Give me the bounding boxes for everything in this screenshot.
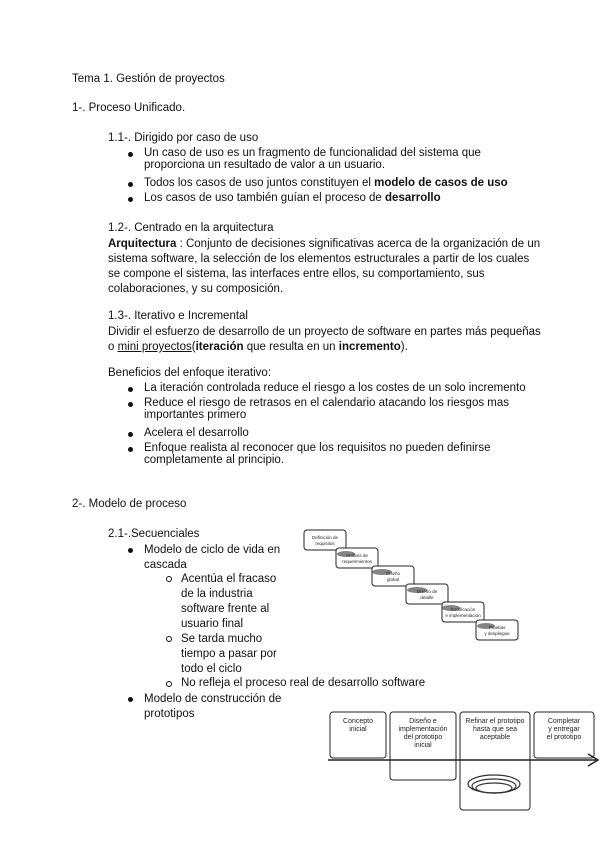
bullet-text-line: Enfoque realista al reconocer que los requisitos no pueden definirse (144, 442, 491, 454)
benefit-bullet-2 (144, 397, 509, 421)
bullet-bold-term: desarrollo (385, 192, 441, 204)
bullet-prototype-model (144, 692, 281, 722)
bullet-text-line: Reduce el riesgo de retrasos en el calendario atacando los riesgos mas (144, 397, 510, 409)
prototype-design-label: Diseño e (409, 718, 437, 725)
bullet-text-line: importantes primero (144, 409, 247, 421)
bullet-text-line: proporciona un resultado de valor a un usuario. (144, 159, 386, 171)
benefits-heading: Beneficios del enfoque iterativo: (108, 367, 272, 379)
subbullet-line: Acentúa el fracaso (181, 573, 277, 585)
subsection-1-1-heading: 1.1-. Dirigido por caso de uso (108, 132, 259, 144)
waterfall-step-4-box (406, 584, 448, 604)
paragraph-text: o (108, 341, 118, 353)
waterfall-step-3-label: Diseño (385, 571, 401, 576)
waterfall-step-3-box (372, 566, 414, 586)
page-title: Tema 1. Gestión de proyectos (72, 73, 225, 85)
waterfall-step-6-box (476, 620, 518, 640)
waterfall-step-2-label: Análisis de (346, 553, 368, 558)
subbullet-line: de la industria (181, 588, 253, 600)
section-1-heading: 1-. Proceso Unificado. (72, 102, 186, 114)
waterfall-step-2-label: requerimientos (342, 559, 372, 564)
prototype-refine-label: Refinar el prototipo (465, 718, 525, 725)
bullet-cascade-model (144, 543, 280, 573)
benefit-bullet-4 (144, 442, 491, 466)
prototype-complete-label: el prototipo (546, 734, 582, 741)
prototype-concept-label: inicial (349, 726, 367, 733)
bullet-text-line: Modelo de construcción de (144, 693, 282, 705)
paragraph-text: que resulta en un (243, 341, 339, 353)
subsection-2-1-heading: 2.1-.Secuenciales (108, 528, 200, 540)
paragraph-line: se compone el sistema, las interfaces entre ellos, su comportamiento, sus (108, 268, 485, 280)
bullet-text: Acelera el desarrollo (144, 427, 249, 439)
paragraph-line: sistema software, la selección de los elementos estructurales a partir de los cuales (108, 253, 530, 265)
paragraph-text: ). (400, 341, 408, 353)
prototype-design-label: del prototipo (403, 734, 443, 741)
subbullet-line: todo el ciclo (181, 663, 242, 675)
prototype-design-label: inicial (414, 742, 432, 749)
waterfall-step-6-label: y despliegue (484, 631, 510, 636)
waterfall-step-5-box (442, 602, 484, 622)
bullet-use-case-model (144, 177, 508, 189)
bullet-text-line: cascada (144, 559, 187, 571)
bullet-text: Los casos de uso también guían el proceso de (144, 192, 386, 204)
bullet-text: Todos los casos de uso juntos constituyen el (144, 177, 375, 189)
waterfall-step-3-label: global (386, 577, 400, 582)
waterfall-step-2-box (336, 548, 378, 568)
paragraph-text: ( (191, 341, 196, 353)
waterfall-step-4-label: Diseño de (416, 589, 438, 594)
bullet-use-case-development (144, 192, 441, 204)
section-2-heading: 2-. Modelo de proceso (72, 498, 187, 510)
waterfall-step-5-label: e implementación (445, 613, 481, 618)
subbullet-failure (181, 572, 276, 632)
waterfall-step-1-box (304, 530, 346, 550)
subbullet-line: No refleja el proceso real de desarrollo software (181, 677, 426, 689)
subsection-1-3-heading: 1.3-. Iterativo e Incremental (108, 310, 248, 322)
iteration-term: iteración (195, 341, 244, 353)
bullet-bold-term: modelo de casos de uso (374, 177, 508, 189)
benefit-bullet-1 (144, 382, 526, 394)
waterfall-step-1-label: Definición de (311, 535, 339, 540)
bullet-text: La iteración controlada reduce el riesgo a los costes de un solo incremento (144, 382, 526, 394)
prototype-diagram (326, 706, 600, 814)
architecture-paragraph (108, 237, 540, 297)
subsection-1-2-heading: 1.2-. Centrado en la arquitectura (108, 222, 274, 234)
subbullet-line: software frente al (181, 603, 270, 615)
prototype-refine-label: aceptable (479, 734, 511, 741)
mini-projects-underlined: mini proyectos (117, 341, 192, 353)
iterative-paragraph (108, 325, 541, 355)
architecture-term: Arquitectura (108, 238, 177, 250)
bullet-text-line: Un caso de uso es un fragmento de funcionalidad del sistema que (144, 147, 481, 159)
bullet-text-line: prototipos (144, 708, 195, 720)
waterfall-step-4-label: detalle (420, 595, 434, 600)
prototype-concept-label: Concepto (343, 718, 373, 725)
subbullet-line: Se tarda mucho (181, 633, 263, 645)
bullet-text-line: Modelo de ciclo de vida en (144, 544, 281, 556)
waterfall-step-1-label: requisitos (315, 541, 335, 546)
bullet-use-case-definition (144, 147, 481, 171)
subbullet-time (181, 632, 277, 677)
subbullet-real-process (181, 677, 425, 689)
increment-term: incremento (338, 341, 401, 353)
waterfall-diagram (300, 522, 532, 644)
prototype-design-label: implementación (398, 726, 448, 733)
waterfall-step-5-label: Codificación (450, 607, 476, 612)
paragraph-line: : Conjunto de decisiones significativas acerca de la organización de un (179, 238, 541, 250)
waterfall-step-6-label: Pruebas (488, 625, 506, 630)
prototype-refine-label: hasta que sea (473, 726, 517, 733)
bullet-text-line: completamente al principio. (144, 454, 284, 466)
subbullet-line: usuario final (181, 618, 244, 630)
paragraph-line: Dividir el esfuerzo de desarrollo de un proyecto de software en partes más pequeñas (108, 326, 541, 338)
paragraph-line: colaboraciones, y su composición. (108, 283, 284, 295)
prototype-complete-label: Completar (547, 718, 581, 725)
benefit-bullet-3 (144, 427, 249, 439)
subbullet-line: tiempo a pasar por (181, 648, 277, 660)
prototype-complete-label: y entregar (548, 726, 580, 733)
